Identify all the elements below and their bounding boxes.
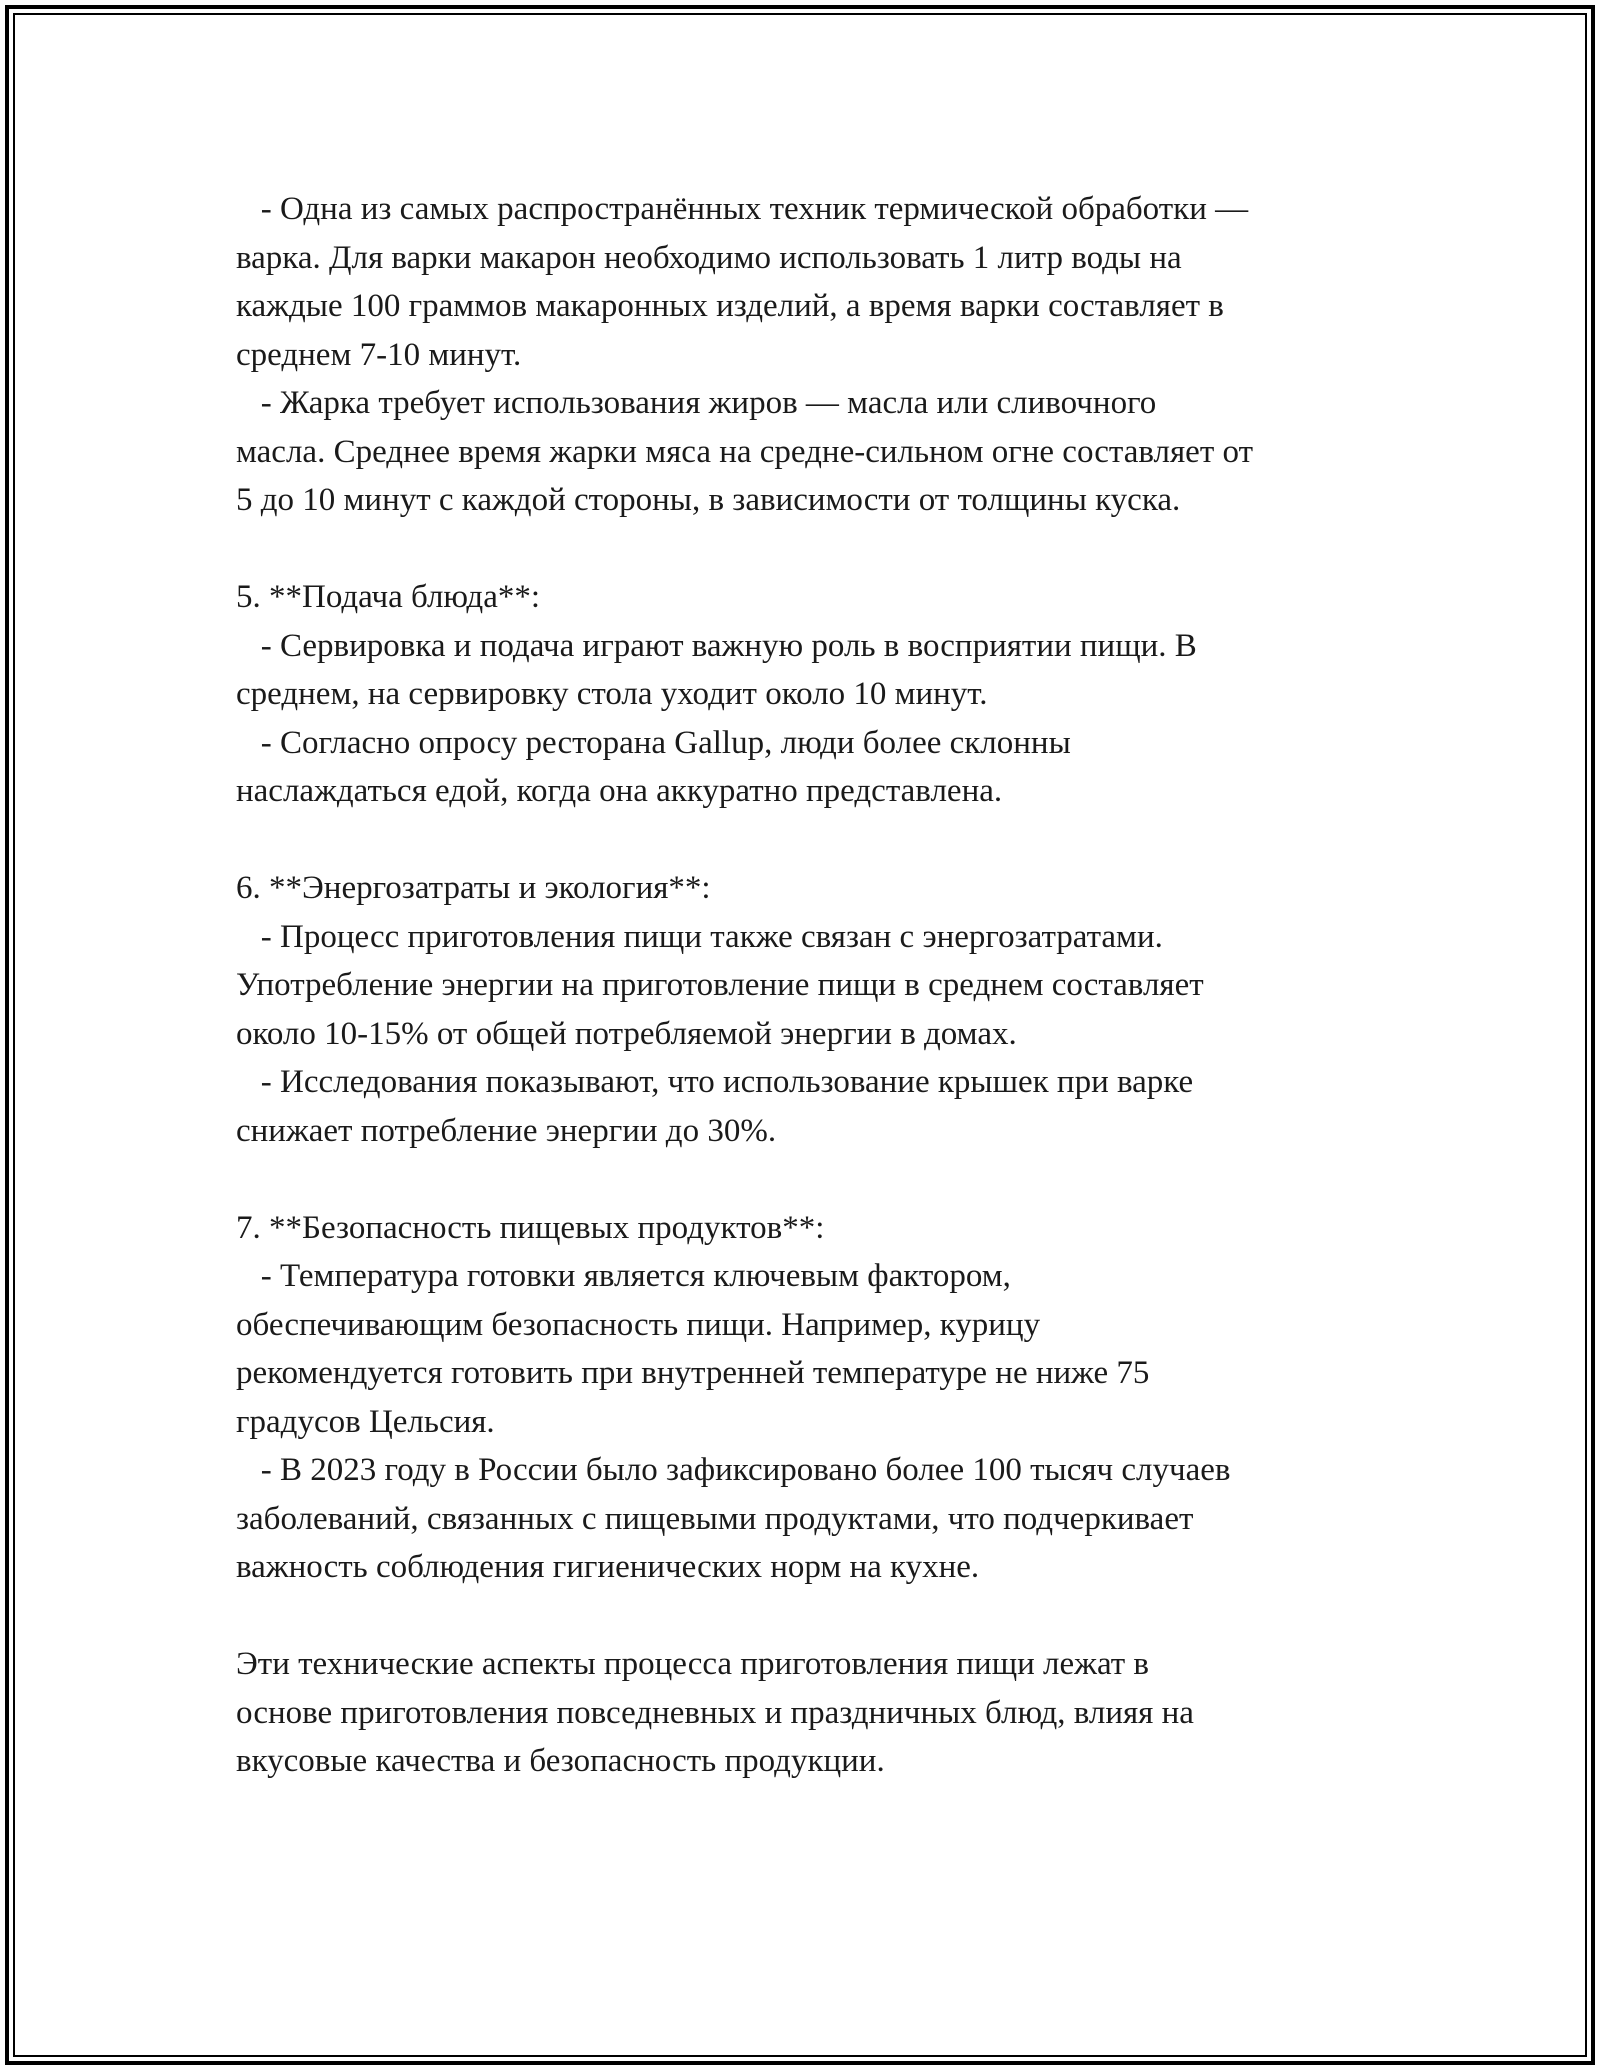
section-energy [236, 864, 1386, 1155]
paragraph-spacer [236, 816, 1386, 865]
text-line: рекомендуется готовить при внутренней температуре не ниже 75 [236, 1355, 1150, 1391]
text-line: каждые 100 граммов макаронных изделий, а время варки составляет в [236, 288, 1224, 324]
text-line: около 10-15% от общей потребляемой энергии в домах. [236, 1015, 1017, 1052]
document-body [236, 185, 1386, 1786]
text-line: вкусовые качества и безопасность продукции. [236, 1743, 885, 1779]
text-line: - Сервировка и подача играют важную роль в восприятии пищи. В [236, 627, 1197, 664]
text-line: среднем, на сервировку стола уходит около 10 минут. [236, 676, 988, 712]
text-line: снижает потребление энергии до 30%. [236, 1112, 777, 1149]
section-heading: 7. **Безопасность пищевых продуктов**: [236, 1209, 825, 1246]
text-line: наслаждаться едой, когда она аккуратно представлена. [236, 773, 1003, 809]
paragraph-cooking-techniques [236, 185, 1386, 525]
text-line: масла. Среднее время жарки мяса на средне-сильном огне составляет от [236, 433, 1253, 470]
text-line: - Жарка требует использования жиров — масла или сливочного [236, 385, 1157, 421]
text-line: - Согласно опросу ресторана Gallup, люди более склонны [236, 724, 1071, 761]
text-line: 5 до 10 минут с каждой стороны, в зависимости от толщины куска. [236, 482, 1181, 518]
text-line: Употребление энергии на приготовление пищи в среднем составляет [236, 967, 1204, 1003]
text-line: - Исследования показывают, что использование крышек при варке [236, 1064, 1194, 1100]
paragraph-conclusion [236, 1640, 1386, 1786]
text-line: - Температура готовки является ключевым фактором, [236, 1258, 1011, 1294]
section-heading: 5. **Подача блюда**: [236, 579, 541, 615]
text-line: обеспечивающим безопасность пищи. Например, курицу [236, 1306, 1041, 1343]
paragraph-spacer [236, 1592, 1386, 1641]
text-line: градусов Цельсия. [236, 1403, 495, 1440]
section-food-safety [236, 1204, 1386, 1592]
text-line: заболеваний, связанных с пищевыми продуктами, что подчеркивает [236, 1500, 1194, 1537]
text-line: основе приготовления повседневных и праздничных блюд, влияя на [236, 1694, 1194, 1731]
section-serving [236, 573, 1386, 816]
text-line: - Процесс приготовления пищи также связан с энергозатратами. [236, 918, 1163, 955]
text-line: среднем 7-10 минут. [236, 336, 522, 373]
paragraph-spacer [236, 525, 1386, 574]
text-line: Эти технические аспекты процесса приготовления пищи лежат в [236, 1646, 1149, 1682]
text-line: - Одна из самых распространённых техник термической обработки — [236, 191, 1249, 227]
text-line: варка. Для варки макарон необходимо использовать 1 литр воды на [236, 239, 1182, 276]
text-line: - В 2023 году в России было зафиксировано более 100 тысяч случаев [236, 1452, 1231, 1488]
section-heading: 6. **Энергозатраты и экология**: [236, 870, 711, 906]
text-line: важность соблюдения гигиенических норм на кухне. [236, 1549, 980, 1585]
paragraph-spacer [236, 1155, 1386, 1204]
